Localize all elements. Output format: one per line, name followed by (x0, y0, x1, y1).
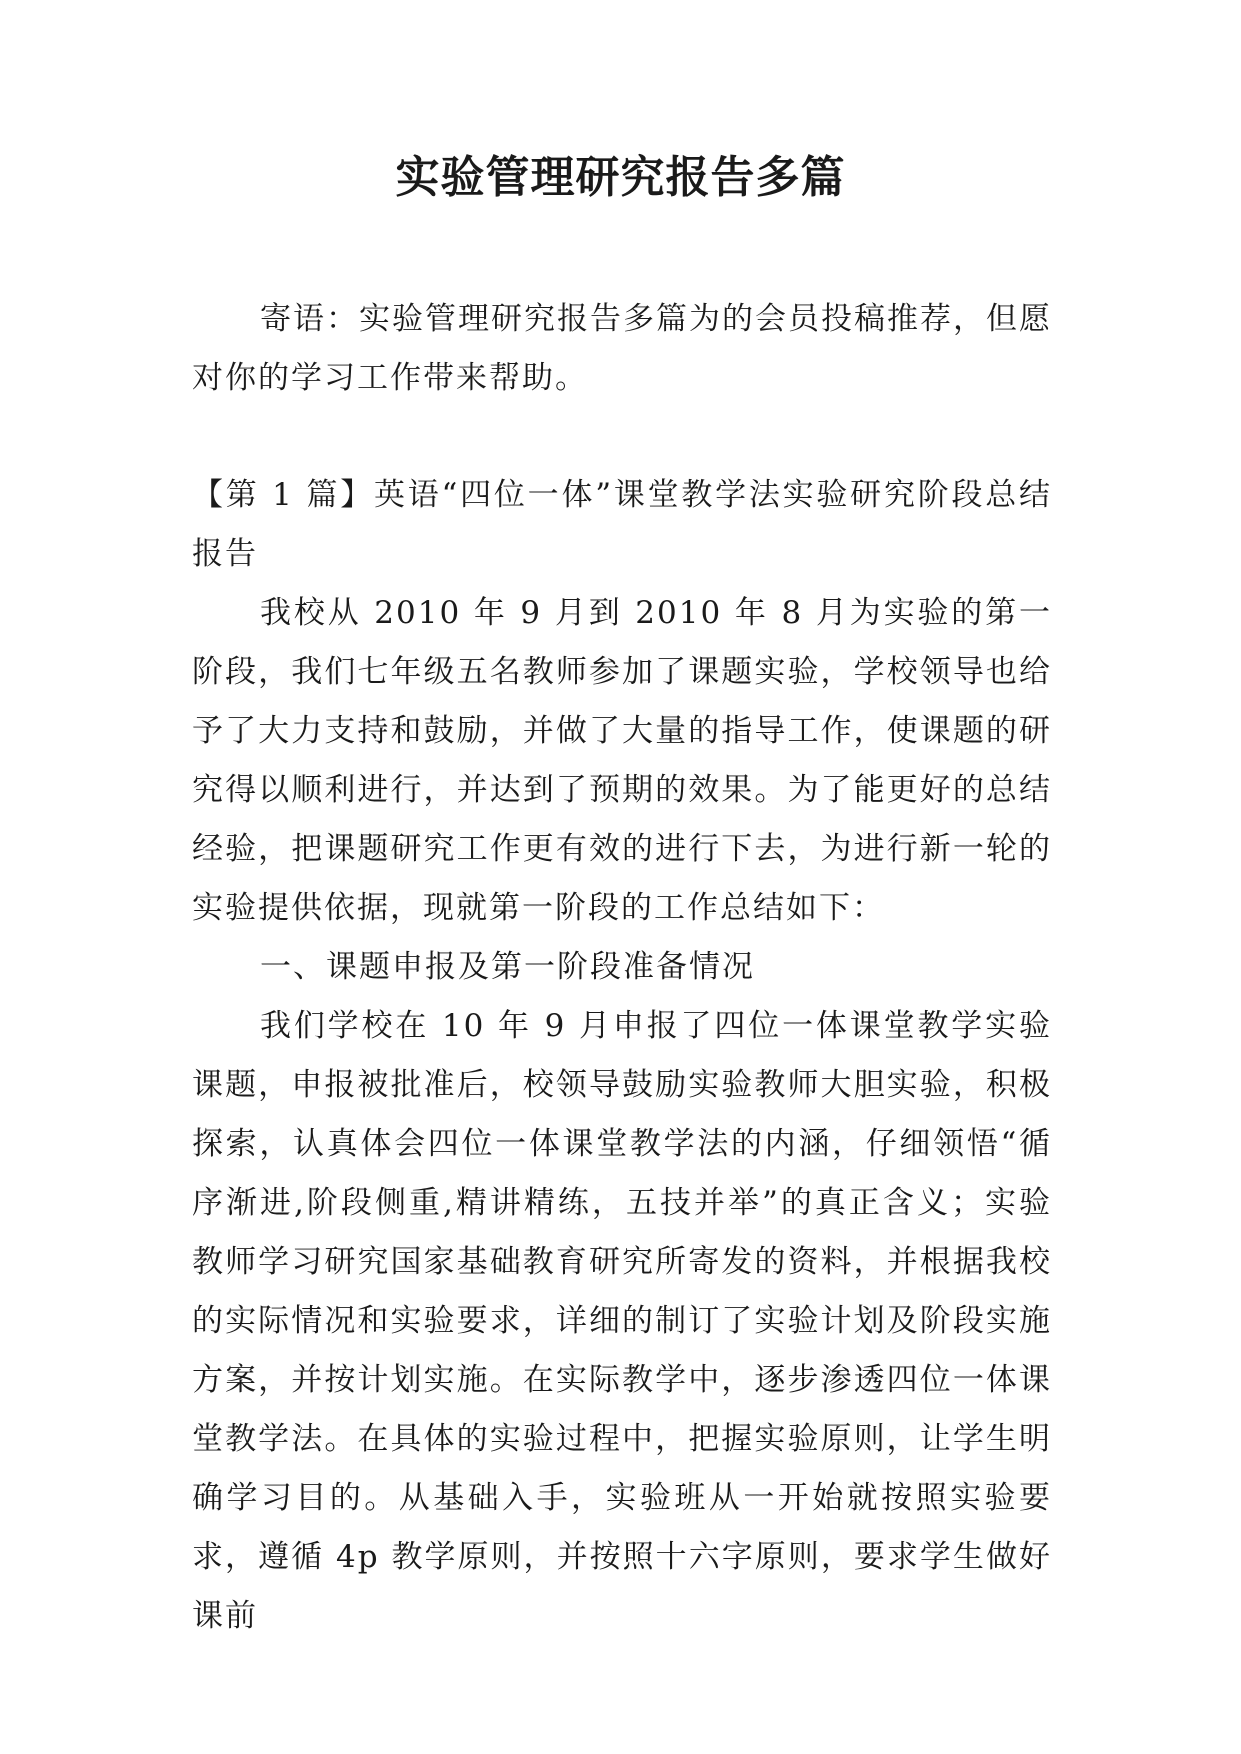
section-heading: 一、课题申报及第一阶段准备情况 (260, 949, 755, 985)
body-paragraph-2: 我们学校在 10 年 9 月申报了四位一体课堂教学实验课题，申报被批准后，校领导鼓励实验教师大胆实验，积极探索，认真体会四位一体课堂教学法的内涵，仔细领悟“循序渐进,阶段侧重,精讲精练，五技并举”的真正含义；实验教师学习研究国家基础教育研究所寄发的资料，并根据我校的实际情况和实验要求，详细的制订了实验计划及阶段实施方案，并按计划实施。在实际教学中，逐步渗透四位一体课堂教学法。在具体的实验过程中，把握实验原则，让学生明确学习目的。从基础入手，实验班从一开始就按照实验要求，遵循 4p 教学原则，并按照十六字原则，要求学生做好课前 (192, 1008, 1052, 1634)
article-heading: 【第 1 篇】英语“四位一体”课堂教学法实验研究阶段总结报告 (192, 477, 1052, 572)
document-title: 实验管理研究报告多篇 (395, 152, 846, 203)
body-paragraph-1: 我校从 2010 年 9 月到 2010 年 8 月为实验的第一阶段，我们七年级五名教师参加了课题实验，学校领导也给予了大力支持和鼓励，并做了大量的指导工作，使课题的研究得以顺利进行，并达到了预期的效果。为了能更好的总结经验，把课题研究工作更有效的进行下去，为进行新一轮的实验提供依据，现就第一阶段的工作总结如下： (192, 595, 1052, 926)
foreword-paragraph: 寄语：实验管理研究报告多篇为的会员投稿推荐，但愿对你的学习工作带来帮助。 (192, 301, 1052, 396)
